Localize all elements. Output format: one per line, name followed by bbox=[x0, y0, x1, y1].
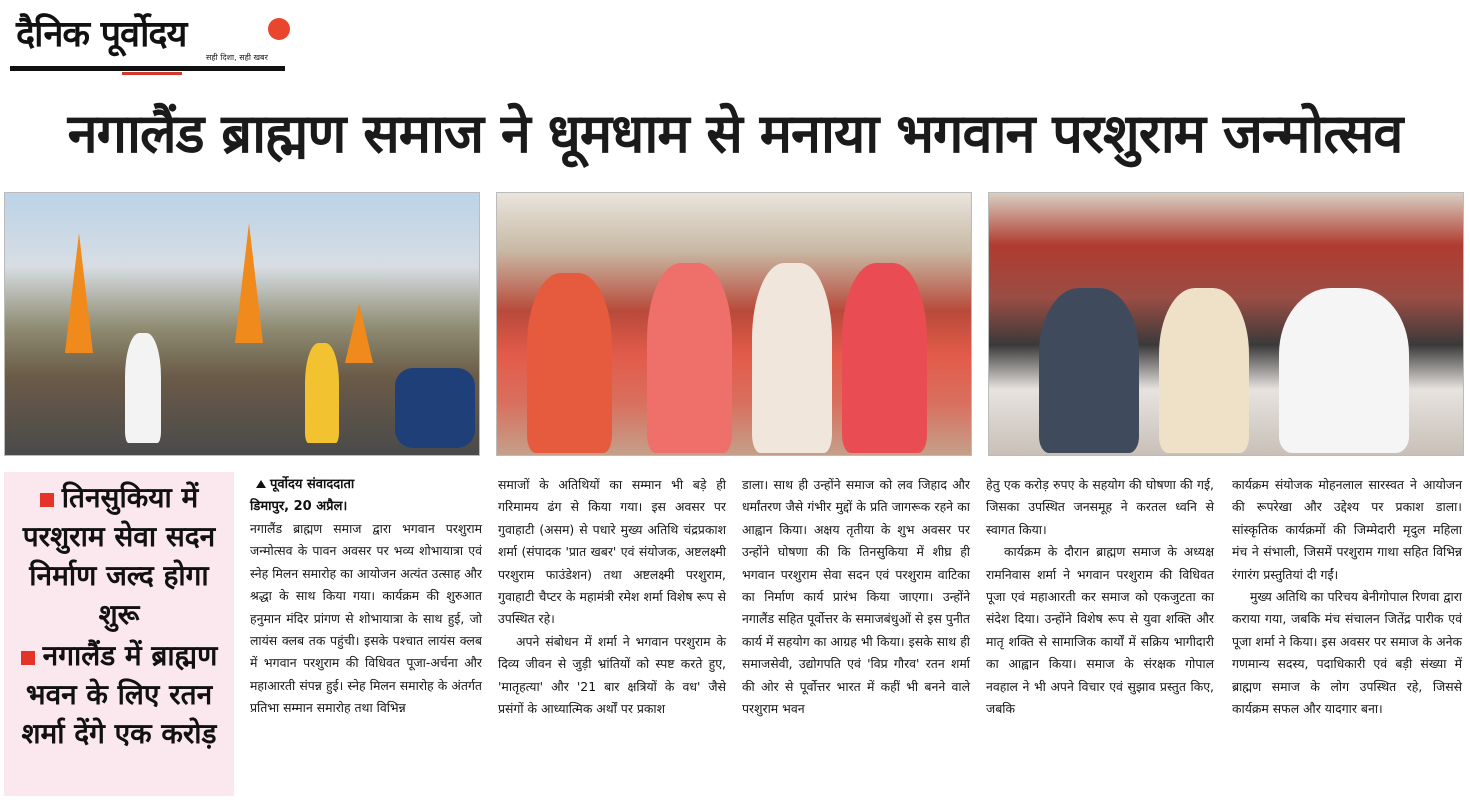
person-shape bbox=[305, 343, 339, 443]
person-shape bbox=[1039, 288, 1139, 453]
photo-guests-seated bbox=[988, 192, 1464, 456]
person-shape bbox=[1159, 288, 1249, 453]
paragraph: डाला। साथ ही उन्होंने समाज को लव जिहाद और धर्मांतरण जैसे गंभीर मुद्दों के प्रति जागरूक रहने का आह्वान किया। अक्षय तृतीया के शुभ अवसर पर उन्होंने घोषणा की कि तिनसुकिया में शीघ्र ही भगवान परशुराम सेवा सदन एवं परशुराम वाटिका का निर्माण कार्य प्रारंभ किया जाएगा। उन्होंने नगालैंड सहित पूर्वोत्तर के समाजबंधुओं से इस पुनीत कार्य में सहयोग का आग्रह भी किया। इसके साथ ही समाजसेवी, उद्योगपति एवं 'विप्र गौरव' रतन शर्मा की ओर से पूर्वोत्तर भारत में कहीं भी बनने वाले परशुराम भवन bbox=[742, 477, 970, 717]
masthead-title: दैनिक पूर्वोदय bbox=[16, 13, 187, 55]
article-column-1 bbox=[250, 518, 482, 798]
masthead bbox=[10, 6, 285, 72]
person-shape bbox=[752, 263, 832, 453]
article-column-3 bbox=[742, 474, 970, 800]
masthead-red-bar bbox=[122, 72, 182, 75]
flag-shape bbox=[65, 233, 93, 353]
person-shape bbox=[125, 333, 161, 443]
paragraph: हेतु एक करोड़ रुपए के सहयोग की घोषणा की गई, जिसका उपस्थित जनसमूह ने करतल ध्वनि से स्वागत किया। bbox=[986, 477, 1214, 537]
paragraph: अपने संबोधन में शर्मा ने भगवान परशुराम के दिव्य जीवन से जुड़ी भ्रांतियों को स्पष्ट करते हुए, 'मातृहत्या' और '21 बार क्षत्रियों के वध' जैसे प्रसंगों के आध्यात्मिक अर्थों पर प्रकाश bbox=[498, 633, 726, 717]
headline: नगालैंड ब्राह्मण समाज ने धूमधाम से मनाया भगवान परशुराम जन्मोत्सव bbox=[67, 101, 1403, 165]
bullet-icon bbox=[40, 493, 54, 507]
flag-shape bbox=[345, 303, 373, 363]
masthead-tagline: सही दिशा, सही खबर bbox=[206, 53, 268, 62]
paragraph: कार्यक्रम के दौरान ब्राह्मण समाज के अध्यक्ष रामनिवास शर्मा ने भगवान परशुराम की विधिवत पूजा एवं महाआरती कर समाज को एकजुटता का संदेश दिया। उन्होंने विशेष रूप से युवा शक्ति और मातृ शक्ति से सामाजिक कार्यों में सक्रिय भागीदारी का आह्वान किया। समाज के संरक्षक गोपाल नवहाल ने भी अपने विचार एवं सुझाव प्रस्तुत किए, जबकि bbox=[986, 544, 1214, 717]
triangle-icon bbox=[256, 480, 266, 488]
person-shape bbox=[527, 273, 612, 453]
byline bbox=[256, 474, 354, 492]
highlight-text: तिनसुकिया में परशुराम सेवा सदन निर्माण जल्द होगा शुरू bbox=[22, 481, 216, 631]
highlight-item bbox=[12, 636, 226, 753]
paragraph: मुख्य अतिथि का परिचय बेनीगोपाल रिणवा द्वारा कराया गया, जबकि मंच संचालन जितेंद्र पारीक एवं पूजा शर्मा ने किया। इस अवसर पर समाज के अनेक गणमान्य सदस्य, पदाधिकारी एवं बड़ी संख्या में ब्राह्मण समाज के लोग उपस्थित रहे, जिससे कार्यक्रम सफल और यादगार बना। bbox=[1232, 589, 1462, 717]
byline-text: पूर्वोदय संवाददाता bbox=[270, 477, 355, 492]
car-shape bbox=[395, 368, 475, 448]
paragraph: कार्यक्रम संयोजक मोहनलाल सारस्वत ने आयोजन की रूपरेखा और उद्देश्य पर प्रकाश डाला। सांस्कृतिक कार्यक्रमों की जिम्मेदारी मृदुल महिला मंच ने संभाली, जिसमें परशुराम गाथा सहित विभिन्न रंगारंग प्रस्तुतियां दी गईं। bbox=[1232, 477, 1462, 582]
paragraph: समाजों के अतिथियों का सम्मान भी बड़े ही गरिमामय ढंग से किया गया। इस अवसर पर गुवाहाटी (असम) से पधारे मुख्य अतिथि चंद्रप्रकाश शर्मा (संपादक 'प्रात खबर' एवं संयोजक, अष्टलक्ष्मी परशुराम फाउंडेशन) तथा अष्टलक्ष्मी परशुराम, गुवाहाटी चैप्टर के महामंत्री रमेश शर्मा विशेष रूप से उपस्थित रहे। bbox=[498, 477, 726, 627]
person-shape bbox=[647, 263, 732, 453]
flag-shape bbox=[235, 223, 263, 343]
person-shape bbox=[842, 263, 927, 453]
photo-audience-women bbox=[496, 192, 972, 456]
masthead-rule bbox=[10, 66, 285, 71]
article-column-5 bbox=[1232, 474, 1462, 800]
masthead-logo-dot bbox=[268, 18, 290, 40]
highlights-box bbox=[4, 472, 234, 796]
highlight-text: नगालैंड में ब्राह्मण भवन के लिए रतन शर्मा देंगे एक करोड़ bbox=[21, 639, 218, 750]
highlight-item bbox=[12, 478, 226, 634]
photo-procession bbox=[4, 192, 480, 456]
article-column-4 bbox=[986, 474, 1214, 800]
bullet-icon bbox=[21, 651, 35, 665]
person-shape bbox=[1279, 288, 1409, 453]
article-column-2 bbox=[498, 474, 726, 800]
dateline: डिमापुर, 20 अप्रैल। bbox=[250, 499, 348, 514]
paragraph: नगालैंड ब्राह्मण समाज द्वारा भगवान परशुराम जन्मोत्सव के पावन अवसर पर भव्य शोभायात्रा एवं स्नेह मिलन समारोह का आयोजन अत्यंत उत्साह और श्रद्धा के साथ किया गया। कार्यक्रम की शुरुआत हनुमान मंदिर प्रांगण से शोभायात्रा के साथ हुई, जो लायंस क्लब तक पहुंची। इसके पश्चात लायंस क्लब में भगवान परशुराम की विधिवत पूजा-अर्चना और महाआरती संपन्न हुई। स्नेह मिलन समारोह के अंतर्गत प्रतिभा सम्मान समारोह तथा विभिन्न bbox=[250, 521, 482, 716]
